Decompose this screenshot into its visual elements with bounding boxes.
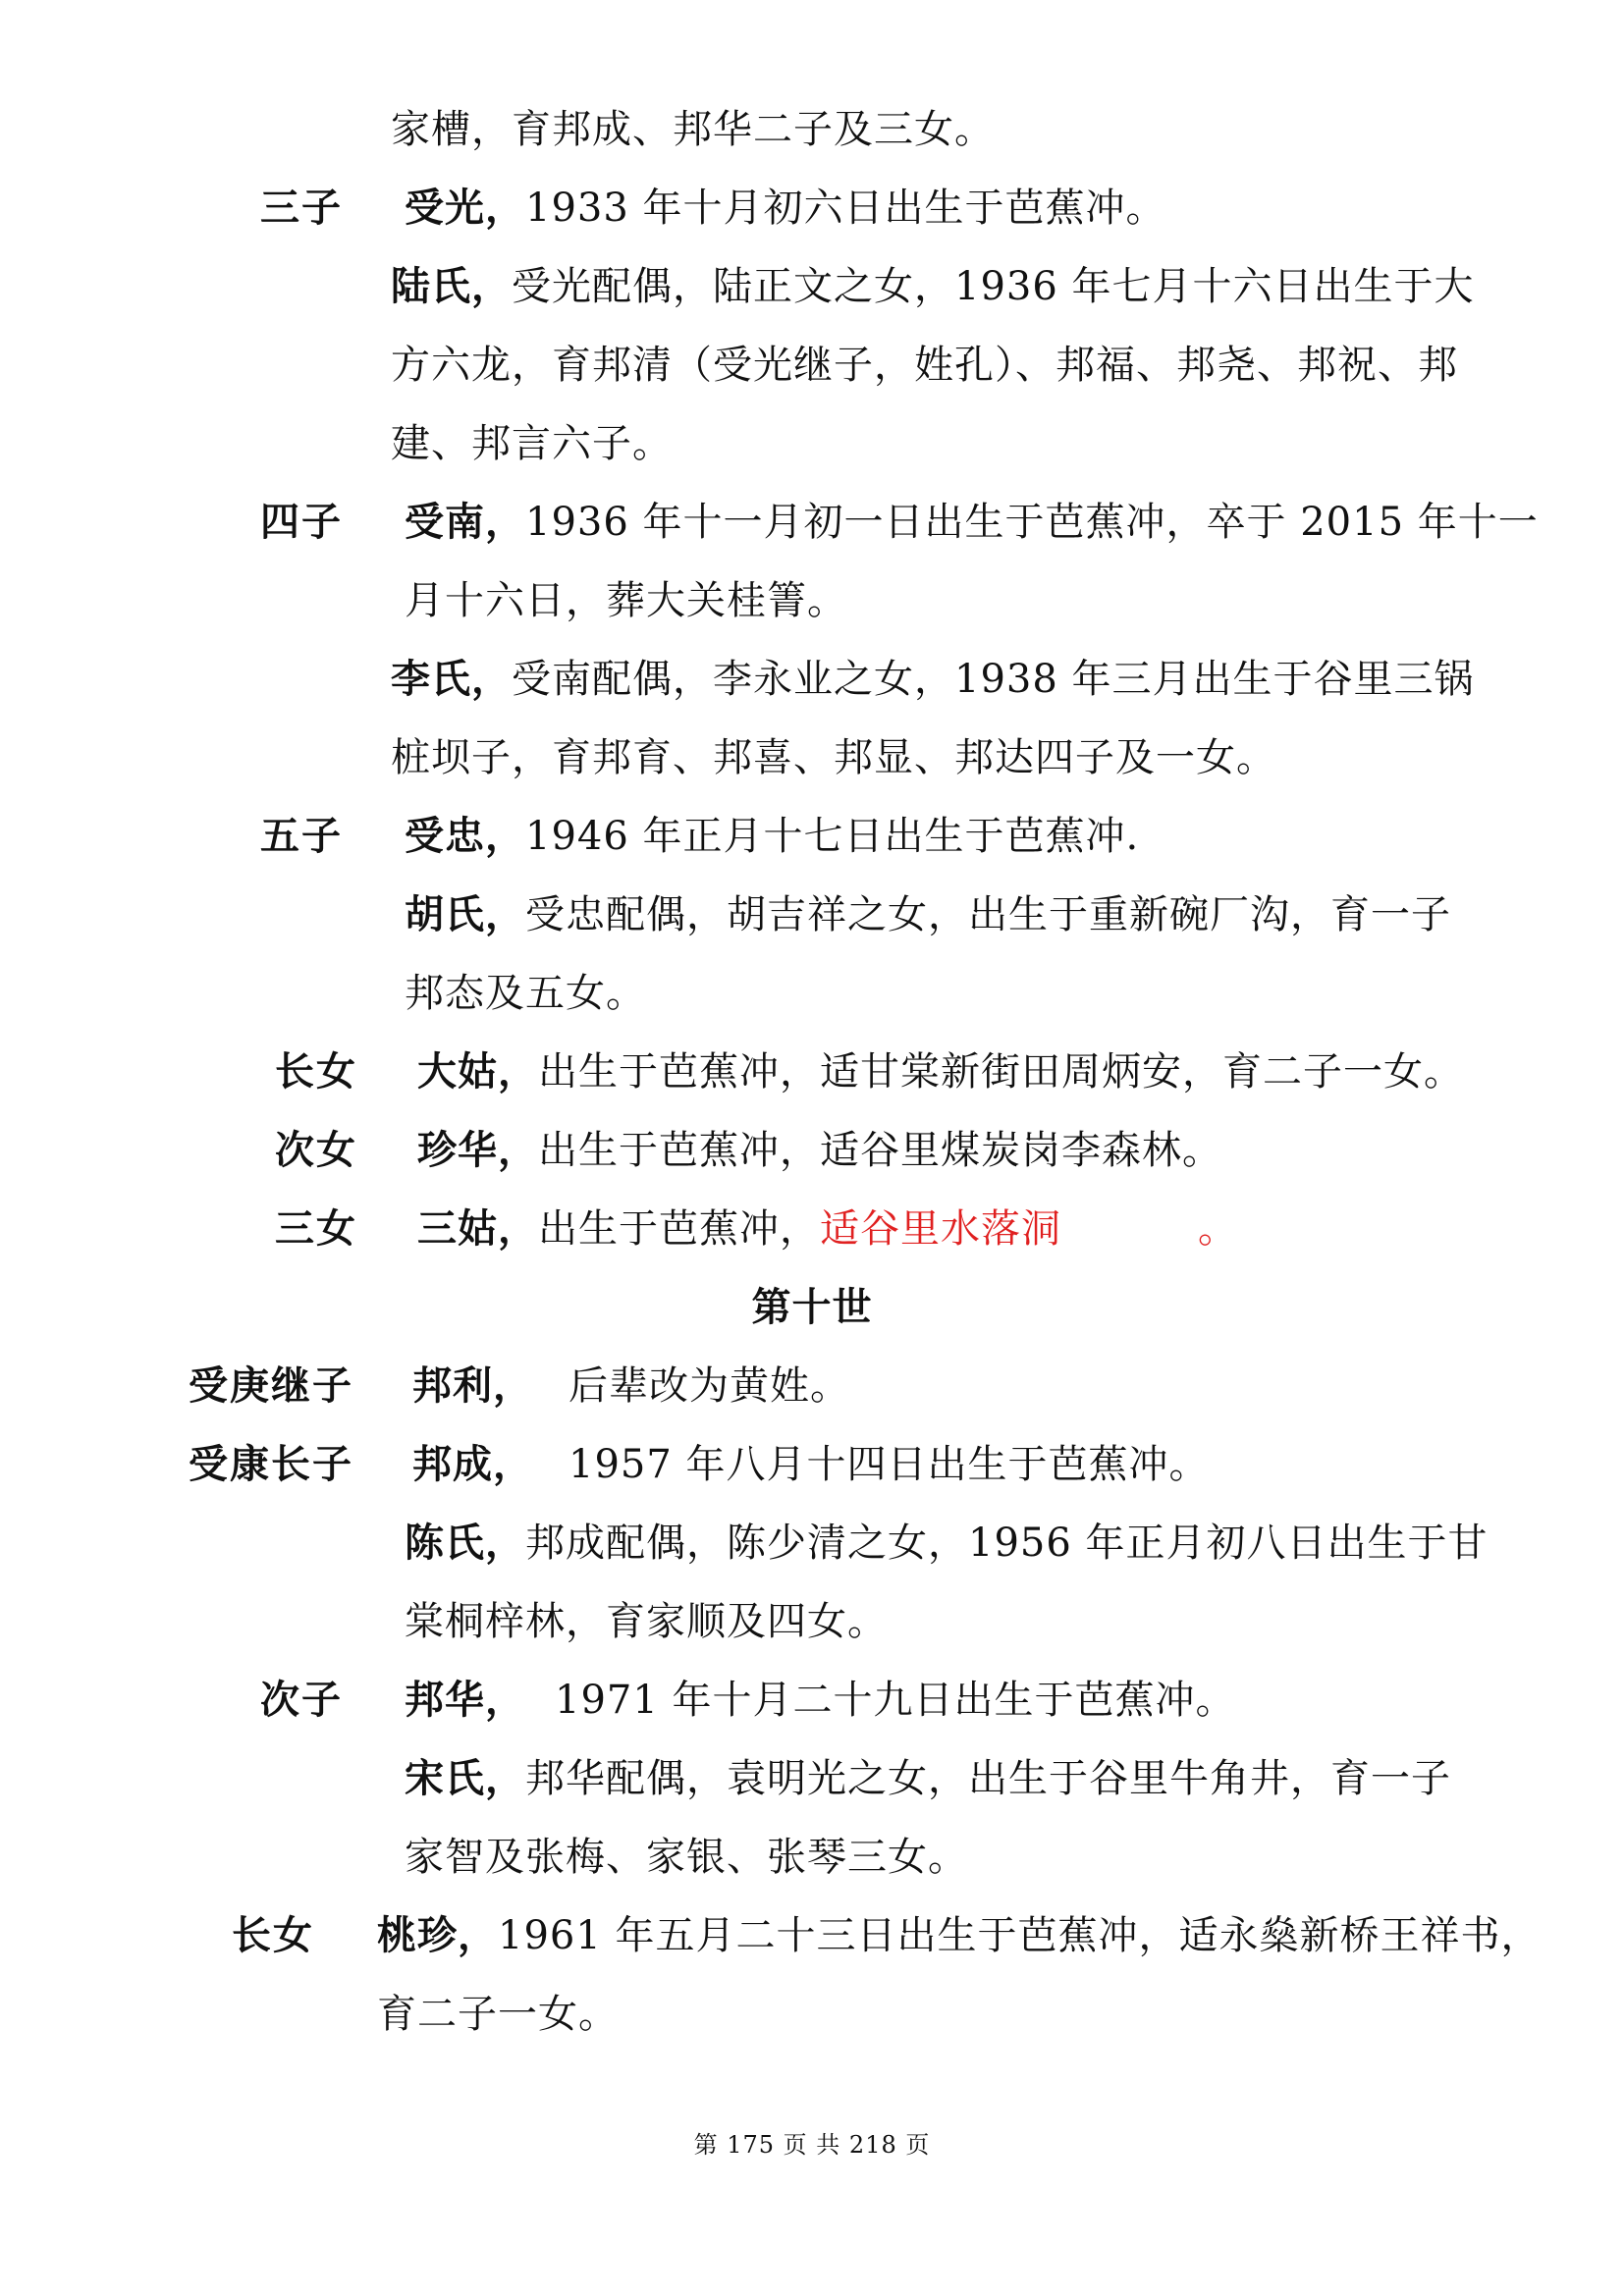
entry-text: 1936 年十一月初一日出生于芭蕉冲，卒于 2015 年十一 bbox=[525, 500, 1539, 545]
person-name: 邦利， bbox=[412, 1362, 533, 1409]
text-line bbox=[405, 889, 1451, 940]
entry-text: 受忠配偶，胡吉祥之女，出生于重新碗厂沟，育一子 bbox=[525, 892, 1451, 937]
text-line bbox=[417, 1125, 1222, 1176]
person-name: 珍华， bbox=[417, 1127, 538, 1173]
entry-text: 后辈改为黄姓。 bbox=[568, 1363, 850, 1409]
relation-label: 次女 bbox=[275, 1127, 357, 1173]
text-line bbox=[405, 1753, 1451, 1804]
text-line bbox=[405, 1675, 1236, 1726]
person-name: 陈氏， bbox=[405, 1520, 525, 1566]
text-line: 家智及张梅、家银、张琴三女。 bbox=[405, 1835, 968, 1880]
text-line bbox=[391, 654, 1475, 705]
text-line: 育二子一女。 bbox=[377, 1992, 619, 2037]
entry-text: 受南配偶，李永业之女，1938 年三月出生于谷里三锅 bbox=[512, 657, 1475, 702]
person-name: 三姑， bbox=[417, 1205, 538, 1252]
text-line bbox=[377, 1910, 1542, 1961]
red-period: 。 bbox=[1198, 1206, 1238, 1252]
person-name: 大姑， bbox=[417, 1048, 538, 1095]
person-name: 胡氏， bbox=[405, 891, 525, 937]
relation-label: 受康长子 bbox=[189, 1441, 353, 1487]
entry-text: 1946 年正月十七日出生于芭蕉冲. bbox=[525, 814, 1140, 859]
person-name: 陆氏， bbox=[391, 263, 512, 309]
text-line: 棠桐梓林，育家顺及四女。 bbox=[405, 1599, 888, 1644]
page-footer: 第 175 页 共 218 页 bbox=[693, 2131, 931, 2159]
relation-label: 四子 bbox=[260, 499, 343, 545]
relation-label: 长女 bbox=[232, 1912, 314, 1958]
text-line bbox=[391, 261, 1475, 312]
relation-label: 三子 bbox=[260, 185, 343, 231]
person-name: 宋氏， bbox=[405, 1755, 525, 1801]
text-line bbox=[405, 497, 1539, 548]
text-line: 方六龙，育邦清（受光继子，姓孔）、邦福、邦尧、邦祝、邦 bbox=[391, 343, 1458, 388]
relation-label: 次子 bbox=[260, 1677, 343, 1723]
person-name: 受光， bbox=[405, 185, 525, 231]
relation-label: 长女 bbox=[275, 1048, 357, 1095]
text-line: 邦态及五女。 bbox=[405, 971, 646, 1016]
text-line bbox=[405, 1518, 1489, 1569]
text-line bbox=[417, 1203, 1061, 1255]
entry-text: 出生于芭蕉冲，适甘棠新街田周炳安，育二子一女。 bbox=[538, 1049, 1464, 1095]
text-line: 月十六日，葬大关桂箐。 bbox=[405, 578, 847, 623]
text-line: 桩坝子，育邦育、邦喜、邦显、邦达四子及一女。 bbox=[391, 735, 1276, 780]
person-name: 邦成， bbox=[412, 1441, 533, 1487]
person-name: 桃珍， bbox=[377, 1912, 498, 1958]
highlighted-text: 适谷里水落洞 bbox=[820, 1206, 1061, 1252]
text-line bbox=[412, 1439, 1210, 1490]
relation-label: 三女 bbox=[275, 1205, 357, 1252]
entry-text: 出生于芭蕉冲， bbox=[538, 1206, 820, 1252]
text-line: 建、邦言六子。 bbox=[391, 421, 673, 466]
text-line bbox=[412, 1361, 850, 1412]
entry-text: 1933 年十月初六日出生于芭蕉冲。 bbox=[525, 186, 1166, 231]
person-name: 受南， bbox=[405, 499, 525, 545]
text-line bbox=[405, 811, 1139, 862]
text-line bbox=[405, 183, 1166, 234]
person-name: 李氏， bbox=[391, 656, 512, 702]
text-line: 家槽，育邦成、邦华二子及三女。 bbox=[391, 107, 995, 152]
relation-label: 受庚继子 bbox=[189, 1362, 353, 1409]
generation-heading: 第十世 bbox=[751, 1284, 873, 1330]
entry-text: 受光配偶，陆正文之女，1936 年七月十六日出生于大 bbox=[512, 264, 1475, 309]
entry-text: 邦成配偶，陈少清之女，1956 年正月初八日出生于甘 bbox=[525, 1521, 1489, 1566]
relation-label: 五子 bbox=[260, 813, 343, 859]
person-name: 受忠， bbox=[405, 813, 525, 859]
entry-text: 出生于芭蕉冲，适谷里煤炭岗李森林。 bbox=[538, 1128, 1222, 1173]
entry-text: 1957 年八月十四日出生于芭蕉冲。 bbox=[568, 1442, 1210, 1487]
entry-text: 邦华配偶，袁明光之女，出生于谷里牛角井，育一子 bbox=[525, 1756, 1451, 1801]
entry-text: 1961 年五月二十三日出生于芭蕉冲，适永燊新桥王祥书， bbox=[498, 1913, 1542, 1958]
text-line bbox=[417, 1046, 1464, 1097]
entry-text: 1971 年十月二十九日出生于芭蕉冲。 bbox=[555, 1678, 1236, 1723]
person-name: 邦华， bbox=[405, 1677, 525, 1723]
